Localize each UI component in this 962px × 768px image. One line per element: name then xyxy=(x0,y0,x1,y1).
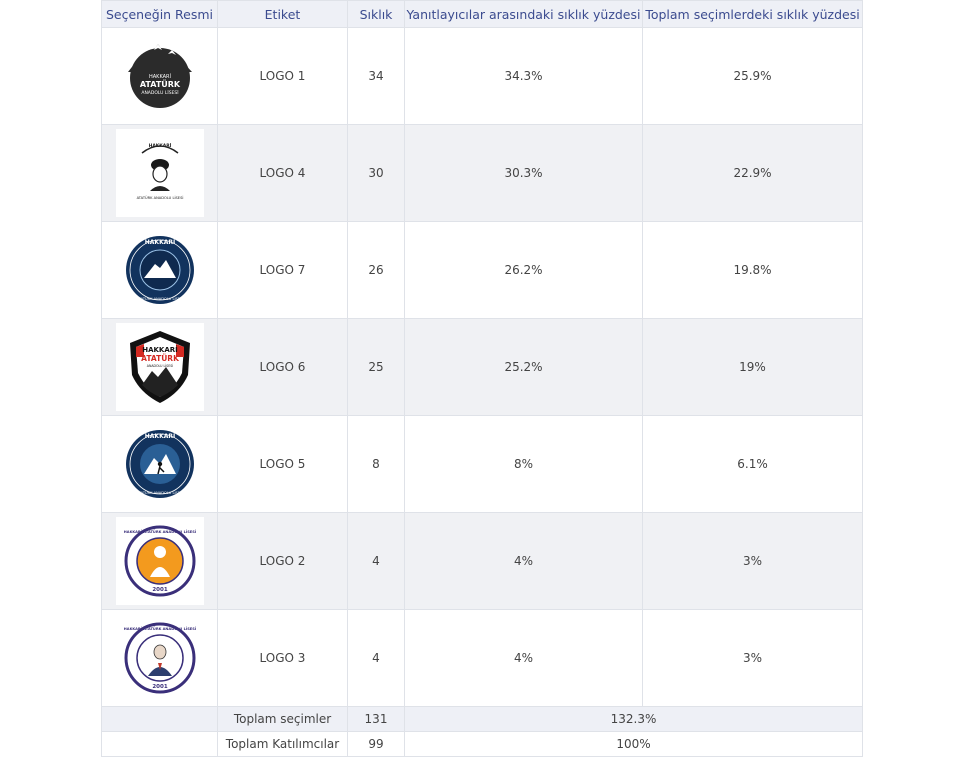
cell-label: LOGO 1 xyxy=(218,28,348,125)
cell-label: LOGO 4 xyxy=(218,125,348,222)
svg-text:HAKKARİ: HAKKARİ xyxy=(141,346,178,354)
total-selections-pct: 132.3% xyxy=(405,707,863,732)
cell-frequency: 30 xyxy=(348,125,405,222)
cell-pct-selections: 19.8% xyxy=(643,222,863,319)
results-table xyxy=(101,0,863,757)
blue-climber-badge-logo-icon xyxy=(116,420,204,508)
total-selections-row xyxy=(102,707,863,732)
logo-cell xyxy=(102,319,218,416)
cell-pct-respondents: 34.3% xyxy=(405,28,643,125)
ataturk-portrait-seal-logo-icon xyxy=(116,614,204,702)
cell-frequency: 4 xyxy=(348,610,405,707)
cell-pct-respondents: 4% xyxy=(405,513,643,610)
svg-text:HAKKARİ ATATÜRK ANADOLU LİSESİ: HAKKARİ ATATÜRK ANADOLU LİSESİ xyxy=(123,627,196,631)
table-row xyxy=(102,222,863,319)
svg-text:HAKKARİ: HAKKARİ xyxy=(148,144,171,149)
logo-cell xyxy=(102,610,218,707)
cell-frequency: 25 xyxy=(348,319,405,416)
cell-pct-respondents: 8% xyxy=(405,416,643,513)
svg-text:ATATÜRK: ATATÜRK xyxy=(139,80,180,89)
shield-mountain-logo-icon xyxy=(116,323,204,411)
header-image: Seçeneğin Resmi xyxy=(102,1,218,28)
cell-label: LOGO 6 xyxy=(218,319,348,416)
total-selections-label: Toplam seçimler xyxy=(218,707,348,732)
empty-cell xyxy=(102,707,218,732)
cell-pct-selections: 3% xyxy=(643,513,863,610)
svg-text:2001: 2001 xyxy=(151,587,168,593)
table-row xyxy=(102,610,863,707)
cell-pct-selections: 22.9% xyxy=(643,125,863,222)
total-selections-frequency: 131 xyxy=(348,707,405,732)
orange-silhouette-seal-logo-icon xyxy=(116,517,204,605)
cell-frequency: 26 xyxy=(348,222,405,319)
table-row xyxy=(102,28,863,125)
ataturk-sketch-logo-icon xyxy=(116,129,204,217)
cell-pct-selections: 25.9% xyxy=(643,28,863,125)
cell-pct-respondents: 30.3% xyxy=(405,125,643,222)
svg-text:HAKKARİ ATATÜRK ANADOLU LİSESİ: HAKKARİ ATATÜRK ANADOLU LİSESİ xyxy=(123,530,196,534)
cell-frequency: 4 xyxy=(348,513,405,610)
empty-cell xyxy=(102,732,218,757)
cell-frequency: 34 xyxy=(348,28,405,125)
cell-label: LOGO 7 xyxy=(218,222,348,319)
total-participants-pct: 100% xyxy=(405,732,863,757)
svg-text:HAKKARİ: HAKKARİ xyxy=(148,74,171,80)
svg-text:2001: 2001 xyxy=(151,684,168,690)
svg-text:ATATÜRK ANADOLU LİSESİ: ATATÜRK ANADOLU LİSESİ xyxy=(136,491,183,495)
header-frequency: Sıklık xyxy=(348,1,405,28)
total-participants-frequency: 99 xyxy=(348,732,405,757)
logo-cell xyxy=(102,125,218,222)
cell-label: LOGO 5 xyxy=(218,416,348,513)
cell-pct-selections: 6.1% xyxy=(643,416,863,513)
table-row xyxy=(102,125,863,222)
svg-text:HAKKARİ: HAKKARİ xyxy=(144,433,175,440)
table-row xyxy=(102,416,863,513)
cell-pct-respondents: 25.2% xyxy=(405,319,643,416)
header-pct-selections: Toplam seçimlerdeki sıklık yüzdesi xyxy=(643,1,863,28)
blue-mountain-badge-logo-icon xyxy=(116,226,204,314)
logo-cell xyxy=(102,28,218,125)
logo-cell xyxy=(102,513,218,610)
mountain-dark-circle-logo-icon xyxy=(116,32,204,120)
svg-text:ATATÜRK ANADOLU LİSESİ: ATATÜRK ANADOLU LİSESİ xyxy=(136,297,183,301)
header-label: Etiket xyxy=(218,1,348,28)
cell-label: LOGO 2 xyxy=(218,513,348,610)
svg-text:ANADOLU LİSESİ: ANADOLU LİSESİ xyxy=(140,91,179,96)
svg-text:ANADOLU LİSESİ: ANADOLU LİSESİ xyxy=(146,364,173,368)
header-row xyxy=(102,1,863,28)
svg-text:ATATÜRK: ATATÜRK xyxy=(140,354,179,363)
logo-cell xyxy=(102,416,218,513)
cell-frequency: 8 xyxy=(348,416,405,513)
cell-pct-selections: 19% xyxy=(643,319,863,416)
cell-pct-selections: 3% xyxy=(643,610,863,707)
table-row xyxy=(102,513,863,610)
total-participants-label: Toplam Katılımcılar xyxy=(218,732,348,757)
header-pct-respondents: Yanıtlayıcılar arasındaki sıklık yüzdesi xyxy=(405,1,643,28)
total-participants-row xyxy=(102,732,863,757)
cell-pct-respondents: 26.2% xyxy=(405,222,643,319)
logo-cell xyxy=(102,222,218,319)
svg-text:HAKKARİ: HAKKARİ xyxy=(144,239,175,246)
cell-pct-respondents: 4% xyxy=(405,610,643,707)
cell-label: LOGO 3 xyxy=(218,610,348,707)
svg-text:ATATÜRK ANADOLU LİSESİ: ATATÜRK ANADOLU LİSESİ xyxy=(136,196,183,200)
table-row xyxy=(102,319,863,416)
